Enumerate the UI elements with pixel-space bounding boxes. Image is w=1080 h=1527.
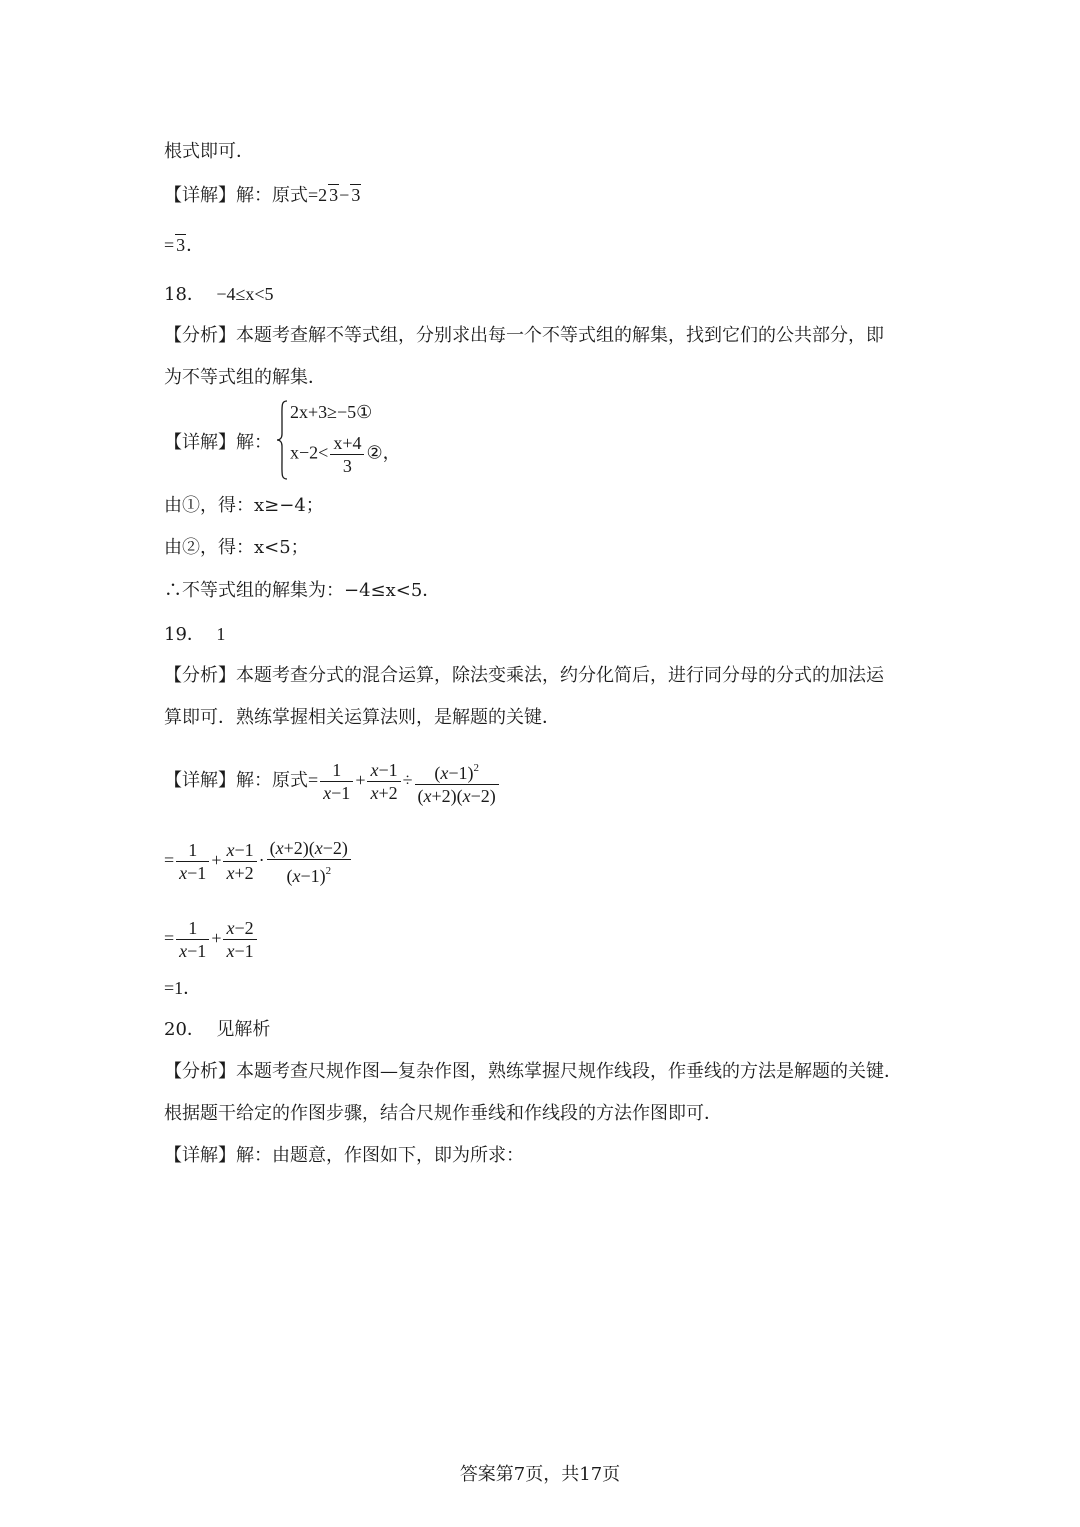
question-number: 19．: [164, 624, 205, 645]
analysis-line: 【分析】本题考查分式的混合运算，除法变乘法，约分化简后，进行同分母的分式的加法运: [164, 665, 884, 686]
detail-label: 【详解】解：: [164, 432, 272, 453]
analysis-line: 根据题干给定的作图步骤，结合尺规作垂线和作线段的方法作图即可．: [164, 1103, 722, 1124]
step-line: 由②，得：x<5；: [164, 537, 309, 558]
inequality-2: x−2< $\frac{x+4}{3}$ ②，: [290, 433, 401, 476]
page-footer: 答案第7页，共17页: [459, 1464, 621, 1485]
math-expression: =2 3− 3: [308, 185, 361, 205]
question-answer: 1: [216, 624, 226, 644]
left-brace-icon: [276, 400, 288, 480]
conclusion-line: ∴不等式组的解集为：−4≤x<5．: [164, 580, 441, 601]
fraction-expression-3: = $\frac{1}{x-1}$ + $\frac{x-2}{x-1}$: [164, 914, 259, 962]
text-line: 根式即可．: [164, 141, 254, 162]
detail-line: 【详解】解：由题意，作图如下，即为所求：: [164, 1145, 524, 1166]
analysis-line: 为不等式组的解集．: [164, 367, 326, 388]
detail-label: 【详解】解：原式: [164, 185, 308, 206]
step-line: 由①，得：x≥−4；: [164, 495, 324, 516]
math-line: =1．: [164, 978, 202, 998]
analysis-line: 【分析】本题考查解不等式组，分别求出每一个不等式组的解集，找到它们的公共部分，即: [164, 325, 884, 346]
question-20-header: [164, 1018, 270, 1042]
question-number: 18．: [164, 284, 205, 305]
fraction-expression-2: = $\frac{1}{x-1}$ + $\frac{x-1}{x+2}$ · $\frac{(x+2)(x-2)}{(x-1)^2}$: [164, 836, 353, 887]
detail-label: 【详解】解：原式: [164, 770, 308, 790]
question-answer: 见解析: [216, 1019, 271, 1040]
inequality-1: 2x+3≥−5①: [290, 402, 373, 422]
analysis-line: 【分析】本题考查尺规作图—复杂作图，熟练掌握尺规作线段，作垂线的方法是解题的关键．: [164, 1061, 902, 1082]
question-answer: −4≤x<5: [216, 284, 274, 304]
question-18-header: [164, 282, 274, 307]
question-number: 20．: [164, 1019, 205, 1040]
fraction-expression-1: 【详解】解：原式= $\frac{1}{x-1}$ + $\frac{x-1}{x+2}$ ÷ $\frac{(x-1)^2}{(x+2)(x-2)}$: [164, 756, 501, 807]
detail-line: [164, 183, 361, 208]
question-19-header: [164, 622, 225, 647]
analysis-line: 算即可．熟练掌握相关运算法则，是解题的关键．: [164, 707, 560, 728]
math-line: = 3．: [164, 235, 205, 255]
